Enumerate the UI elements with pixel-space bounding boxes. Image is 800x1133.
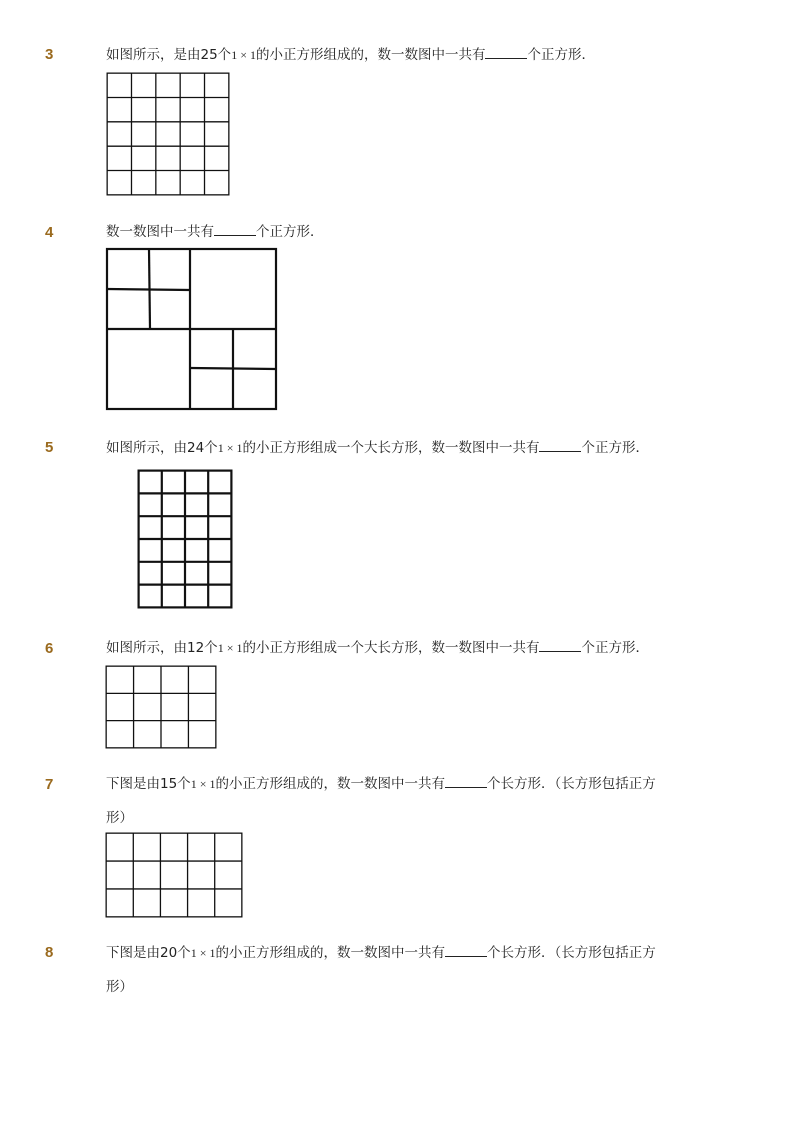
grid-border	[107, 73, 229, 195]
answer-blank[interactable]	[539, 438, 581, 452]
question-number: 3	[45, 46, 54, 63]
grid-figure-q5	[137, 469, 233, 609]
answer-blank[interactable]	[445, 943, 487, 957]
grid-6x4	[137, 469, 233, 609]
answer-blank[interactable]	[539, 638, 581, 652]
answer-blank[interactable]	[214, 222, 256, 236]
grid-3x4	[105, 665, 217, 749]
grid-figure-q6	[105, 665, 217, 749]
question-text: 如图所示，是由25个1 × 1的小正方形组成的，数一数图中一共有 个正方形．	[106, 47, 595, 63]
question-text: 数一数图中一共有 个正方形．	[106, 224, 324, 240]
question-text: 如图所示，由24个1 × 1的小正方形组成一个大长方形，数一数图中一共有 个正方形．	[106, 440, 649, 456]
grid-figure-q7	[105, 832, 243, 918]
grid-5x5	[106, 72, 230, 196]
question-text: 下图是由20个1 × 1的小正方形组成的，数一数图中一共有 个长方形．（长方形包括正方 形）	[106, 945, 656, 995]
grid-border	[106, 833, 242, 917]
answer-blank[interactable]	[445, 774, 487, 788]
question-number: 8	[45, 944, 54, 961]
question-text: 下图是由15个1 × 1的小正方形组成的，数一数图中一共有 个长方形．（长方形包括正方 形）	[106, 776, 656, 826]
question-number: 7	[45, 776, 54, 793]
question-number: 5	[45, 439, 54, 456]
square-dissection	[104, 247, 280, 412]
answer-blank[interactable]	[485, 45, 527, 59]
question-text: 如图所示，由12个1 × 1的小正方形组成一个大长方形，数一数图中一共有 个正方形．	[106, 640, 649, 656]
square-dissection-figure	[104, 247, 280, 412]
question-number: 6	[45, 640, 54, 657]
grid-3x5	[105, 832, 243, 918]
question-number: 4	[45, 224, 54, 241]
grid-figure-q3	[106, 72, 230, 196]
